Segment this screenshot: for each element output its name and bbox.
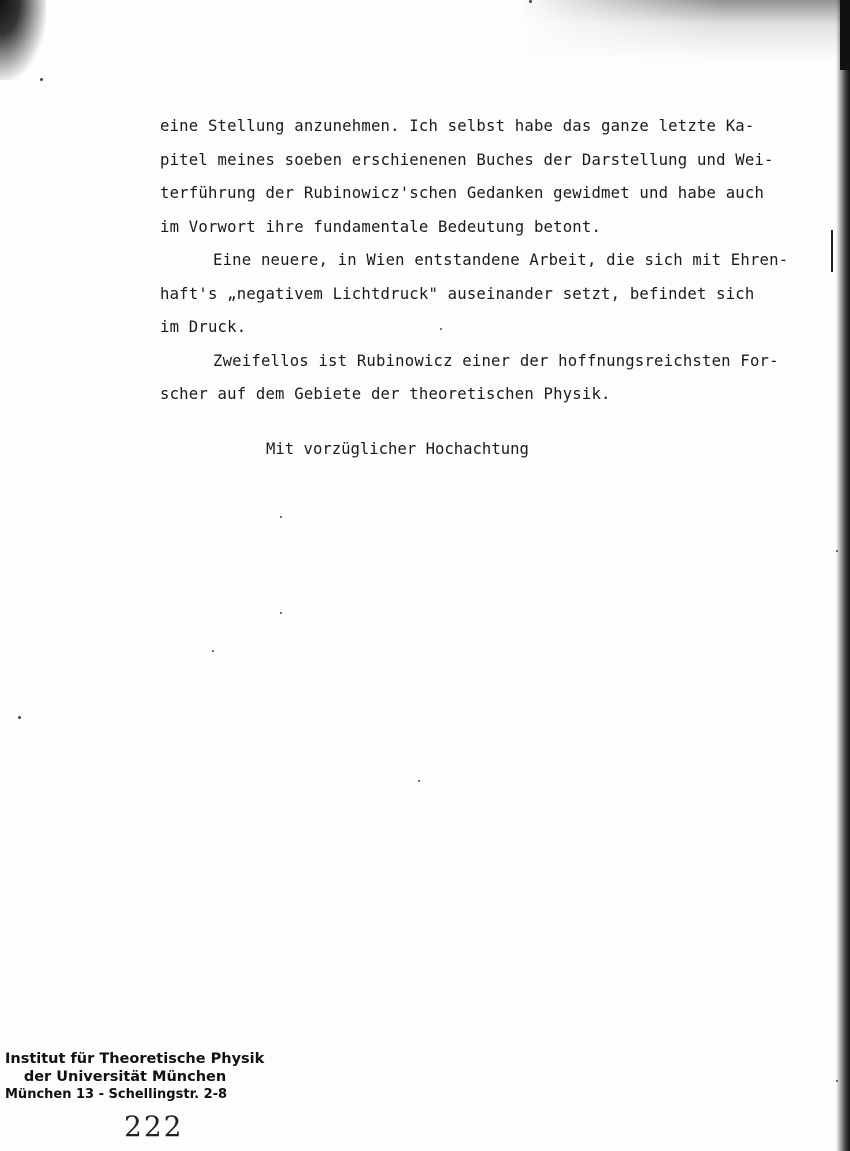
institute-stamp bbox=[5, 1050, 265, 1104]
letter-closing: Mit vorzüglicher Hochachtung bbox=[266, 440, 529, 458]
scan-speck bbox=[418, 780, 420, 782]
letter-line: scher auf dem Gebiete der theoretischen Physik. bbox=[160, 385, 611, 403]
letter-line: terführung der Rubinowicz'schen Gedanken gewidmet und habe auch bbox=[160, 184, 765, 202]
letter-line: eine Stellung anzunehmen. Ich selbst habe das ganze letzte Ka- bbox=[160, 117, 755, 135]
stamp-institute-name: Institut für Theoretische Physik bbox=[5, 1051, 265, 1067]
stamp-address: München 13 - Schellingstr. 2-8 bbox=[5, 1087, 228, 1102]
page-number: 222 bbox=[124, 1110, 184, 1143]
letter-line: im Druck. bbox=[160, 318, 247, 336]
letter-body bbox=[160, 110, 840, 412]
scan-speck bbox=[529, 0, 532, 3]
letter-line: im Vorwort ihre fundamentale Bedeutung betont. bbox=[160, 217, 602, 236]
scan-corner-shadow bbox=[0, 0, 46, 80]
letter-line: Zweifellos ist Rubinowicz einer der hoffnungsreichsten For- bbox=[213, 351, 779, 370]
letter-line: pitel meines soeben erschienenen Buches der Darstellung und Wei- bbox=[160, 150, 774, 169]
scan-speck bbox=[18, 716, 21, 719]
scan-speck bbox=[40, 78, 43, 81]
stamp-university: der Universität München bbox=[23, 1069, 227, 1085]
letter-line: haft's „negativem Lichtdruck" auseinander setzt, befindet sich bbox=[160, 284, 755, 303]
letter-line: Eine neuere, in Wien entstandene Arbeit, die sich mit Ehren- bbox=[213, 251, 789, 269]
scan-top-shadow bbox=[520, 0, 850, 60]
scan-speck bbox=[280, 516, 282, 518]
scan-right-edge-dark bbox=[840, 0, 850, 70]
scan-speck bbox=[280, 612, 282, 614]
scan-speck bbox=[212, 650, 214, 652]
scan-speck bbox=[836, 550, 838, 552]
scan-speck bbox=[836, 1080, 838, 1082]
